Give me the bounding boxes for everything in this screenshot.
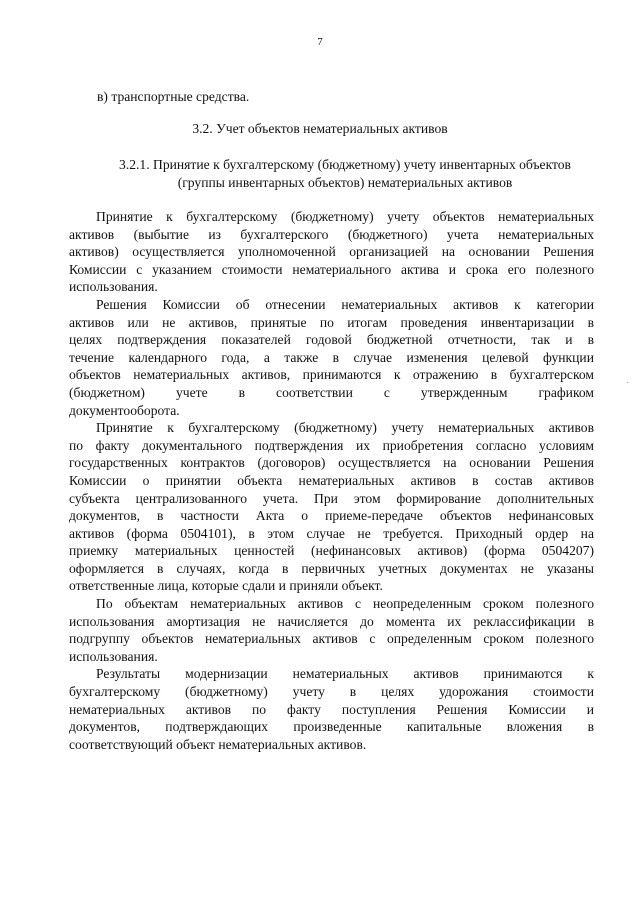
paragraph xyxy=(69,595,594,665)
paragraph-line: Результаты модернизации нематериальных активов принимаются к xyxy=(96,666,594,682)
subsection-title xyxy=(70,156,620,192)
list-item: в) транспортные средства. xyxy=(97,89,250,104)
paragraph-line: объектов нематериальных активов, принимаются к отражению в бухгалтерском xyxy=(69,367,594,383)
subsection-title-line: (группы инвентарных объектов) нематериальных активов xyxy=(177,175,513,190)
section-title: 3.2. Учет объектов нематериальных активов xyxy=(192,121,448,136)
page-number: 7 xyxy=(317,36,323,48)
paragraph xyxy=(69,665,594,753)
paragraph-line: подгруппу объектов нематериальных активов с определенным сроком полезного xyxy=(69,631,594,647)
paragraph-line: документов, в частности Акта о приеме-передаче объектов нефинансовых xyxy=(69,508,594,524)
paragraph-line: По объектам нематериальных активов с неопределенным сроком полезного xyxy=(96,596,594,612)
paragraph-line: приемку материальных ценностей (нефинансовых активов) (форма 0504207) xyxy=(69,543,594,559)
paragraph-line: субъекта централизованного учета. При этом формирование дополнительных xyxy=(69,490,594,506)
margin-mark: · xyxy=(626,378,630,389)
paragraph-line: активов) осуществляется уполномоченной организацией на основании Решения xyxy=(69,244,594,260)
paragraph-line: по факту документального подтверждения их приобретения согласно условиям xyxy=(69,437,594,453)
paragraph-line: ответственные лица, которые сдали и приняли объект. xyxy=(69,578,383,594)
paragraph xyxy=(69,419,594,595)
paragraph-line: Принятие к бухгалтерскому (бюджетному) учету объектов нематериальных xyxy=(96,209,594,224)
paragraph-line: Принятие к бухгалтерскому (бюджетному) учету нематериальных активов xyxy=(96,420,594,436)
paragraph-line: использования. xyxy=(69,648,158,664)
paragraph-line: использования. xyxy=(69,279,158,295)
paragraph-line: документов, подтверждающих произведенные капитальные вложения в xyxy=(69,719,594,735)
paragraph-line: использования амортизация не начисляется до момента их реклассификации в xyxy=(69,613,594,629)
paragraph-line: государственных контрактов (договоров) осуществляется на основании Решения xyxy=(69,455,594,471)
subsection-title-line: 3.2.1. Принятие к бухгалтерскому (бюджетному) учету инвентарных объектов xyxy=(119,157,571,172)
paragraph-line: соответствующий объект нематериальных активов. xyxy=(69,736,367,752)
paragraph-line: оформляется в случаях, когда в первичных учетных документах не указаны xyxy=(69,560,594,576)
paragraph-line: Комиссии с указанием стоимости нематериального актива и срока его полезного xyxy=(69,261,594,277)
paragraph-line: Решения Комиссии об отнесении нематериальных активов к категории xyxy=(96,296,594,312)
paragraph xyxy=(69,296,594,419)
paragraph-line: Комиссии о принятии объекта нематериальных активов в состав активов xyxy=(69,472,594,488)
paragraph-line: активов (выбытие из бухгалтерского (бюджетного) учета нематериальных xyxy=(69,226,594,242)
paragraph-line: нематериальных активов по факту поступления Решения Комиссии и xyxy=(69,701,594,717)
paragraph-line: документооборота. xyxy=(69,402,180,418)
paragraph-line: активов или не активов, принятые по итогам проведения инвентаризации в xyxy=(69,314,594,330)
paragraph-line: активов (форма 0504101), в этом случае не требуется. Приходный ордер на xyxy=(69,525,594,541)
document-body xyxy=(69,208,594,753)
paragraph-line: бухгалтерскому (бюджетному) учету в целях удорожания стоимости xyxy=(69,684,594,700)
paragraph-line: целях подтверждения показателей годовой бюджетной отчетности, так и в xyxy=(69,332,594,348)
paragraph xyxy=(69,208,594,296)
paragraph-line: течение календарного года, а также в случае изменения целевой функции xyxy=(69,349,594,365)
paragraph-line: (бюджетном) учете в соответствии с утвержденным графиком xyxy=(69,384,594,400)
